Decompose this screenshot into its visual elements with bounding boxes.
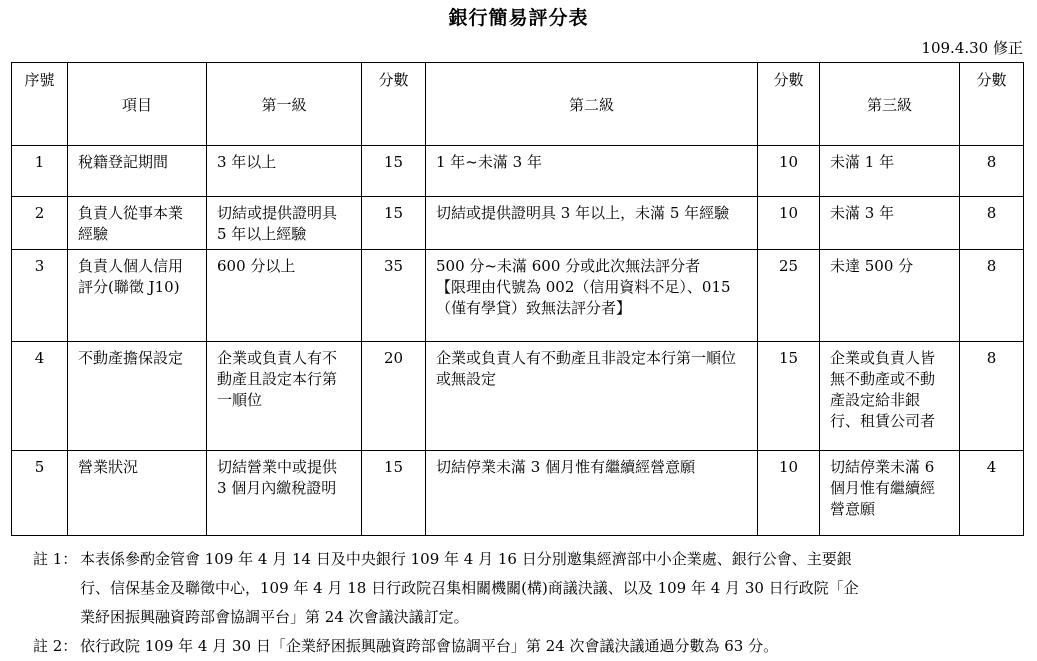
row-score3: 8 [960,146,1024,197]
row-score2: 10 [758,197,820,250]
header-level2: 第二級 [426,63,758,146]
header-level1: 第一級 [207,63,362,146]
row-level3: 未達 500 分 [820,250,960,342]
row-score1: 15 [362,146,426,197]
header-score2: 分數 [758,63,820,146]
row-level1: 600 分以上 [207,250,362,342]
row-item: 營業狀況 [68,451,207,536]
table-row [12,342,1024,451]
header-item: 項目 [68,63,207,146]
row-score1: 35 [362,250,426,342]
note-line: 依行政院 109 年 4 月 30 日「企業紓困振興融資跨部會協調平台」第 24 次會議決議通過分數為 63 分。 [80,637,779,655]
row-level1: 3 年以上 [207,146,362,197]
row-no: 4 [12,342,68,451]
row-level1: 企業或負責人有不動產且設定本行第一順位 [207,342,362,451]
note-line: 行、信保基金及聯徵中心，109 年 4 月 18 日行政院召集相關機關(構)商議決議、以及 109 年 4 月 30 日行政院「企 [80,579,859,597]
row-level2-line: 或無設定 [436,370,497,388]
note-body [80,632,1018,661]
row-item: 不動產擔保設定 [68,342,207,451]
row-score3: 8 [960,197,1024,250]
table-row [12,146,1024,197]
row-level3: 切結停業未滿 6 個月惟有繼續經營意願 [820,451,960,536]
row-item: 稅籍登記期間 [68,146,207,197]
row-score3: 8 [960,250,1024,342]
row-score2: 25 [758,250,820,342]
row-score2: 15 [758,342,820,451]
header-no: 序號 [12,63,68,146]
table-header-row [12,63,1024,146]
row-no: 1 [12,146,68,197]
header-score1: 分數 [362,63,426,146]
table-row [12,451,1024,536]
row-level2 [426,250,758,342]
note-body [80,545,1018,632]
row-no: 5 [12,451,68,536]
row-level3: 未滿 1 年 [820,146,960,197]
row-level2 [426,146,758,197]
note-line: 本表係參酌金管會 109 年 4 月 14 日及中央銀行 109 年 4 月 16 日分別邀集經濟部中小企業處、銀行公會、主要銀 [80,550,852,568]
note-label: 註 2： [33,637,78,655]
table-row [12,197,1024,250]
row-level2 [426,342,758,451]
row-level2 [426,451,758,536]
note-label: 註 1： [33,550,78,568]
note-2 [33,632,1018,661]
row-score3: 4 [960,451,1024,536]
row-score1: 20 [362,342,426,451]
row-level1: 切結營業中或提供 3 個月內繳稅證明 [207,451,362,536]
row-score1: 15 [362,451,426,536]
row-score3: 8 [960,342,1024,451]
row-level2-line: 500 分~未滿 600 分或此次無法評分者 [436,257,701,275]
row-item: 負責人個人信用評分(聯徵 J10) [68,250,207,342]
revision-date: 109.4.30 修正 [921,39,1023,57]
row-level2-line: 切結或提供證明具 3 年以上，未滿 5 年經驗 [436,204,730,222]
row-no: 3 [12,250,68,342]
row-no: 2 [12,197,68,250]
row-score2: 10 [758,451,820,536]
header-level3: 第三級 [820,63,960,146]
row-item: 負責人從事本業經驗 [68,197,207,250]
row-level2-line: 切結停業未滿 3 個月惟有繼續經營意願 [436,458,696,476]
row-level1: 切結或提供證明具 5 年以上經驗 [207,197,362,250]
note-line: 業紓困振興融資跨部會協調平台」第 24 次會議決議訂定。 [80,608,469,626]
page-title: 銀行簡易評分表 [448,7,589,29]
row-level2-line: 企業或負責人有不動產且非設定本行第一順位 [436,349,737,367]
scoring-table [11,62,1024,536]
row-score2: 10 [758,146,820,197]
row-level2-line: 1 年~未滿 3 年 [436,153,542,171]
note-1 [33,545,1018,632]
row-level2 [426,197,758,250]
row-score1: 15 [362,197,426,250]
table-row [12,250,1024,342]
notes-section [33,545,1018,661]
header-score3: 分數 [960,63,1024,146]
row-level2-line: 【限理由代號為 002（信用資料不足）、015（僅有學貸）致無法評分者】 [436,278,731,317]
row-level3: 未滿 3 年 [820,197,960,250]
row-level3: 企業或負責人皆無不動產或不動產設定給非銀行、租賃公司者 [820,342,960,451]
